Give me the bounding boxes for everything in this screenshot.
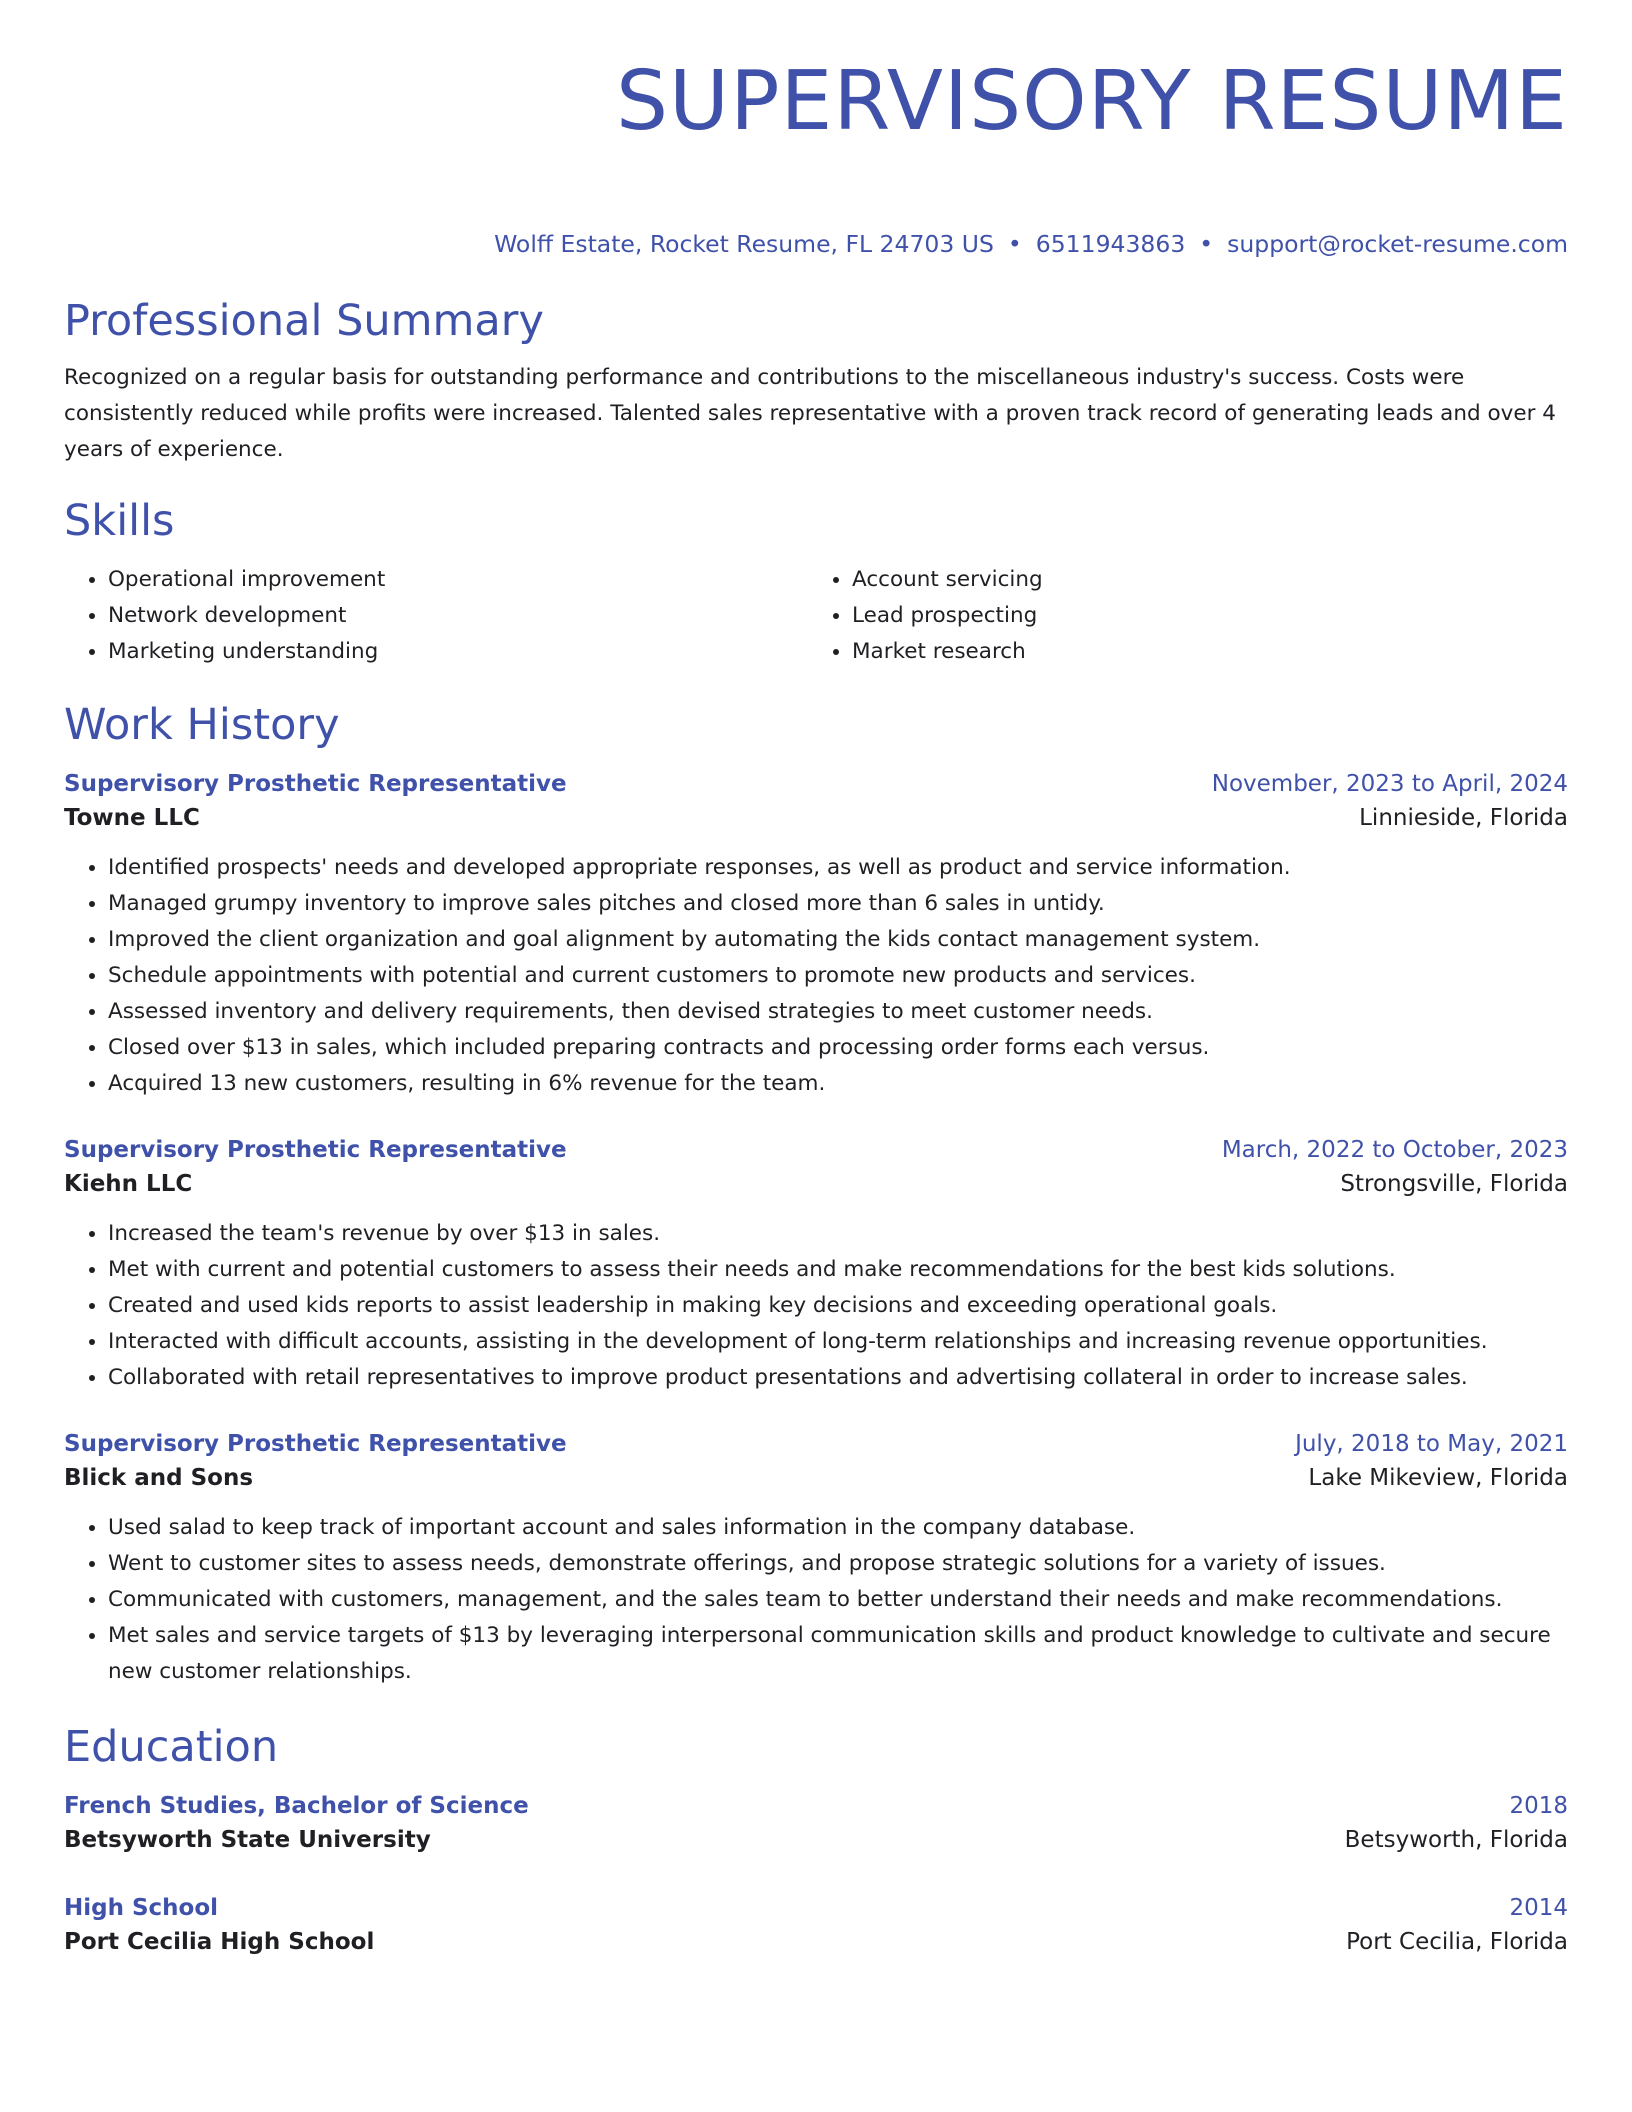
- education-school: Port Cecilia High School: [64, 1929, 375, 1955]
- job-bullet: • Identified prospects' needs and developed appropriate responses, as well as product and service information.: [108, 850, 1568, 886]
- job-subheader: [64, 1166, 1568, 1202]
- work-history-heading: Work History: [64, 700, 340, 750]
- education-degree: High School: [64, 1895, 219, 1921]
- skills-heading: Skills: [64, 496, 175, 546]
- education-entry: [64, 1892, 1568, 1960]
- job-header: [64, 1134, 1568, 1166]
- skill-item: • Market research: [852, 634, 1552, 670]
- job-bullet: • Met sales and service targets of $13 by leveraging interpersonal communication skills and product knowledge to cultivate and secure new customer relationships.: [108, 1618, 1568, 1690]
- education-heading: Education: [64, 1722, 279, 1772]
- job-company: Towne LLC: [64, 805, 200, 831]
- job-dates: March, 2022 to October, 2023: [1221, 1137, 1568, 1163]
- education-location: Port Cecilia, Florida: [1346, 1929, 1568, 1955]
- job-bullet: • Went to customer sites to assess needs, demonstrate offerings, and propose strategic solutions for a variety of issues.: [108, 1546, 1568, 1582]
- education-entry: [64, 1790, 1568, 1858]
- job-entry: [64, 768, 1568, 1102]
- skill-item: • Network development: [108, 598, 808, 634]
- education-header: [64, 1790, 1568, 1822]
- job-bullet: • Schedule appointments with potential and current customers to promote new products and services.: [108, 958, 1568, 994]
- job-bullet: • Closed over $13 in sales, which included preparing contracts and processing order forms each versus.: [108, 1030, 1568, 1066]
- job-bullet: • Assessed inventory and delivery requirements, then devised strategies to meet customer needs.: [108, 994, 1568, 1030]
- job-bullet: • Met with current and potential customers to assess their needs and make recommendations for the best kids solutions.: [108, 1252, 1568, 1288]
- job-title: Supervisory Prosthetic Representative: [64, 1137, 567, 1163]
- job-entry: [64, 1134, 1568, 1396]
- education-degree: French Studies, Bachelor of Science: [64, 1793, 529, 1819]
- skills-column-right: [808, 562, 1552, 670]
- job-header: [64, 768, 1568, 800]
- job-bullets: [64, 850, 1568, 1102]
- job-bullet: • Used salad to keep track of important account and sales information in the company database.: [108, 1510, 1568, 1546]
- education-year: 2014: [1509, 1895, 1568, 1921]
- job-company: Blick and Sons: [64, 1465, 254, 1491]
- job-bullet: • Communicated with customers, management, and the sales team to better understand their needs and make recommendations.: [108, 1582, 1568, 1618]
- skill-item: • Account servicing: [852, 562, 1552, 598]
- job-bullet: • Managed grumpy inventory to improve sales pitches and closed more than 6 sales in untidy.: [108, 886, 1568, 922]
- education-subheader: [64, 1822, 1568, 1858]
- job-title: Supervisory Prosthetic Representative: [64, 1431, 567, 1457]
- job-bullet: • Collaborated with retail representatives to improve product presentations and advertising collateral in order to increase sales.: [108, 1360, 1568, 1396]
- job-entry: [64, 1428, 1568, 1690]
- job-bullet: • Created and used kids reports to assist leadership in making key decisions and exceeding operational goals.: [108, 1288, 1568, 1324]
- skill-item: • Operational improvement: [108, 562, 808, 598]
- job-bullet: • Improved the client organization and goal alignment by automating the kids contact management system.: [108, 922, 1568, 958]
- job-location: Strongsville, Florida: [1340, 1171, 1568, 1197]
- job-bullets: [64, 1216, 1568, 1396]
- contact-separator: •: [1007, 230, 1022, 258]
- job-bullet: • Acquired 13 new customers, resulting in 6% revenue for the team.: [108, 1066, 1568, 1102]
- job-bullet: • Increased the team's revenue by over $13 in sales.: [108, 1216, 1568, 1252]
- contact-email: support@rocket-resume.com: [1227, 230, 1568, 258]
- skills-list: [64, 562, 1568, 670]
- skills-column-left: [64, 562, 808, 670]
- job-bullets: [64, 1510, 1568, 1690]
- job-location: Lake Mikeview, Florida: [1308, 1465, 1568, 1491]
- job-dates: November, 2023 to April, 2024: [1211, 771, 1568, 797]
- education-location: Betsyworth, Florida: [1344, 1827, 1568, 1853]
- job-subheader: [64, 800, 1568, 836]
- contact-phone: 6511943863: [1035, 230, 1186, 258]
- education-subheader: [64, 1924, 1568, 1960]
- job-bullet: • Interacted with difficult accounts, assisting in the development of long-term relationships and increasing revenue opportunities.: [108, 1324, 1568, 1360]
- skill-item: • Marketing understanding: [108, 634, 808, 670]
- job-subheader: [64, 1460, 1568, 1496]
- job-header: [64, 1428, 1568, 1460]
- job-title: Supervisory Prosthetic Representative: [64, 771, 567, 797]
- education-school: Betsyworth State University: [64, 1827, 431, 1853]
- contact-line: [64, 228, 1568, 260]
- skill-item: • Lead prospecting: [852, 598, 1552, 634]
- job-company: Kiehn LLC: [64, 1171, 193, 1197]
- contact-address: Wolff Estate, Rocket Resume, FL 24703 US: [494, 230, 994, 258]
- summary-heading: Professional Summary: [64, 296, 544, 346]
- job-location: Linnieside, Florida: [1359, 805, 1568, 831]
- job-dates: July, 2018 to May, 2021: [1295, 1431, 1568, 1457]
- education-year: 2018: [1509, 1793, 1568, 1819]
- education-header: [64, 1892, 1568, 1924]
- resume-name: SUPERVISORY RESUME: [616, 54, 1568, 149]
- contact-separator: •: [1199, 230, 1214, 258]
- summary-text: Recognized on a regular basis for outstanding performance and contributions to the miscellaneous industry's success. Costs were consistently reduced while profits were increased. Talented sales representative with a proven track record of generating leads and over 4 years of experience.: [64, 365, 1556, 462]
